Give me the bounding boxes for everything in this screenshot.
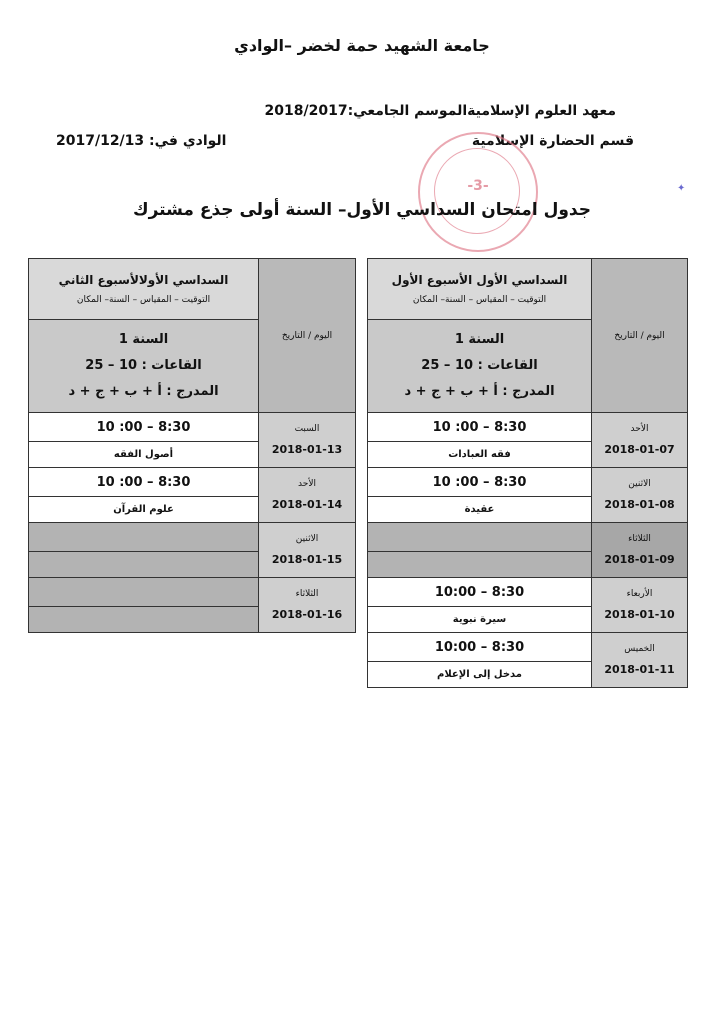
- exam-subject: سيرة نبوية: [368, 607, 592, 633]
- exam-date: 2018-01-09: [604, 553, 675, 566]
- day-name: الخميس: [624, 644, 655, 654]
- university-name: جامعة الشهيد حمة لخضر –الوادي: [234, 36, 490, 55]
- semester-header: [368, 259, 592, 320]
- hall-label: المدرج : أ + ب + ج + د: [404, 384, 555, 399]
- exam-date: 2018-01-16: [271, 608, 343, 621]
- institute-academic-year: معهد العلوم الإسلاميةالموسم الجامعي:2018/2017: [264, 103, 616, 119]
- day-name: الأربعاء: [626, 589, 653, 599]
- day-date-cell: [259, 523, 356, 578]
- exam-time: 8:30 – 00: 10: [368, 413, 592, 442]
- exam-date: 2018-01-15: [271, 553, 343, 566]
- day-date-cell: [592, 413, 688, 468]
- empty-time-slot: [29, 523, 259, 552]
- empty-time-slot: [29, 578, 259, 607]
- exam-time: 8:30 – 10:00: [368, 578, 592, 607]
- day-date-cell: [592, 523, 688, 578]
- empty-subject-slot: [29, 552, 259, 578]
- day-date-cell: [259, 413, 356, 468]
- day-date-cell: [592, 633, 688, 688]
- exam-time: 8:30 – 10:00: [368, 633, 592, 662]
- day-name: الاثنين: [295, 534, 319, 544]
- exam-time: 8:30 – 00: 10: [29, 413, 259, 442]
- day-name: الثلاثاء: [628, 534, 651, 544]
- day-date-cell: [592, 578, 688, 633]
- exam-date: 2018-01-10: [604, 608, 675, 621]
- columns-description: التوقيت – المقياس – السنة– المكان: [412, 295, 547, 305]
- exam-subject: مدخل إلى الإعلام: [368, 662, 592, 688]
- exam-subject: فقه العبادات: [368, 442, 592, 468]
- empty-time-slot: [368, 523, 592, 552]
- exam-subject: عقيدة: [368, 497, 592, 523]
- empty-subject-slot: [29, 607, 259, 633]
- day-name: السبت: [294, 424, 320, 434]
- exam-date: 2018-01-07: [604, 443, 675, 456]
- year-rooms-cell: [29, 320, 259, 413]
- schedule-title: جدول امتحان السداسي الأول– السنة أولى جذع مشترك: [133, 200, 591, 220]
- semester-header: [29, 259, 259, 320]
- exam-date: 2018-01-08: [604, 498, 675, 511]
- semester-title: السداسي الأول الأسبوع الأول: [391, 273, 568, 287]
- institute-stamp: [418, 132, 538, 252]
- day-date-cell: [592, 468, 688, 523]
- department-name: قسم الحضارة الإسلامية: [471, 133, 634, 149]
- rooms-label: القاعات : 10 – 25: [85, 358, 202, 373]
- day-name: الأحد: [298, 479, 316, 489]
- exam-time: 8:30 – 00: 10: [29, 468, 259, 497]
- exam-time: 8:30 – 00: 10: [368, 468, 592, 497]
- exam-subject: أصول الفقه: [29, 442, 259, 468]
- week1-schedule-table: [367, 258, 688, 688]
- exam-date: 2018-01-14: [271, 498, 343, 511]
- week2-schedule-table: [28, 258, 356, 633]
- day-date-cell: [259, 578, 356, 633]
- rooms-label: القاعات : 10 – 25: [421, 358, 538, 373]
- hall-label: المدرج : أ + ب + ج + د: [68, 384, 219, 399]
- exam-subject: علوم القرآن: [29, 497, 259, 523]
- day-name: الاثنين: [628, 479, 651, 489]
- ink-mark: ✦: [677, 183, 686, 194]
- exam-date: 2018-01-11: [604, 663, 675, 676]
- day-date-cell: [259, 468, 356, 523]
- day-name: الأحد: [630, 424, 649, 434]
- day-date-header: اليوم / التاريخ: [259, 259, 356, 413]
- year-label: السنة 1: [118, 332, 169, 347]
- document-date: الوادي في: 2017/12/13: [56, 133, 227, 149]
- year-label: السنة 1: [454, 332, 505, 347]
- day-date-header: اليوم / التاريخ: [592, 259, 688, 413]
- semester-title: السداسي الأولالأسبوع الثاني: [58, 273, 229, 287]
- exam-date: 2018-01-13: [271, 443, 343, 456]
- day-name: الثلاثاء: [295, 589, 319, 599]
- empty-subject-slot: [368, 552, 592, 578]
- year-rooms-cell: [368, 320, 592, 413]
- columns-description: التوقيت – المقياس – السنة– المكان: [76, 295, 211, 305]
- stamp-number: -3-: [467, 178, 489, 194]
